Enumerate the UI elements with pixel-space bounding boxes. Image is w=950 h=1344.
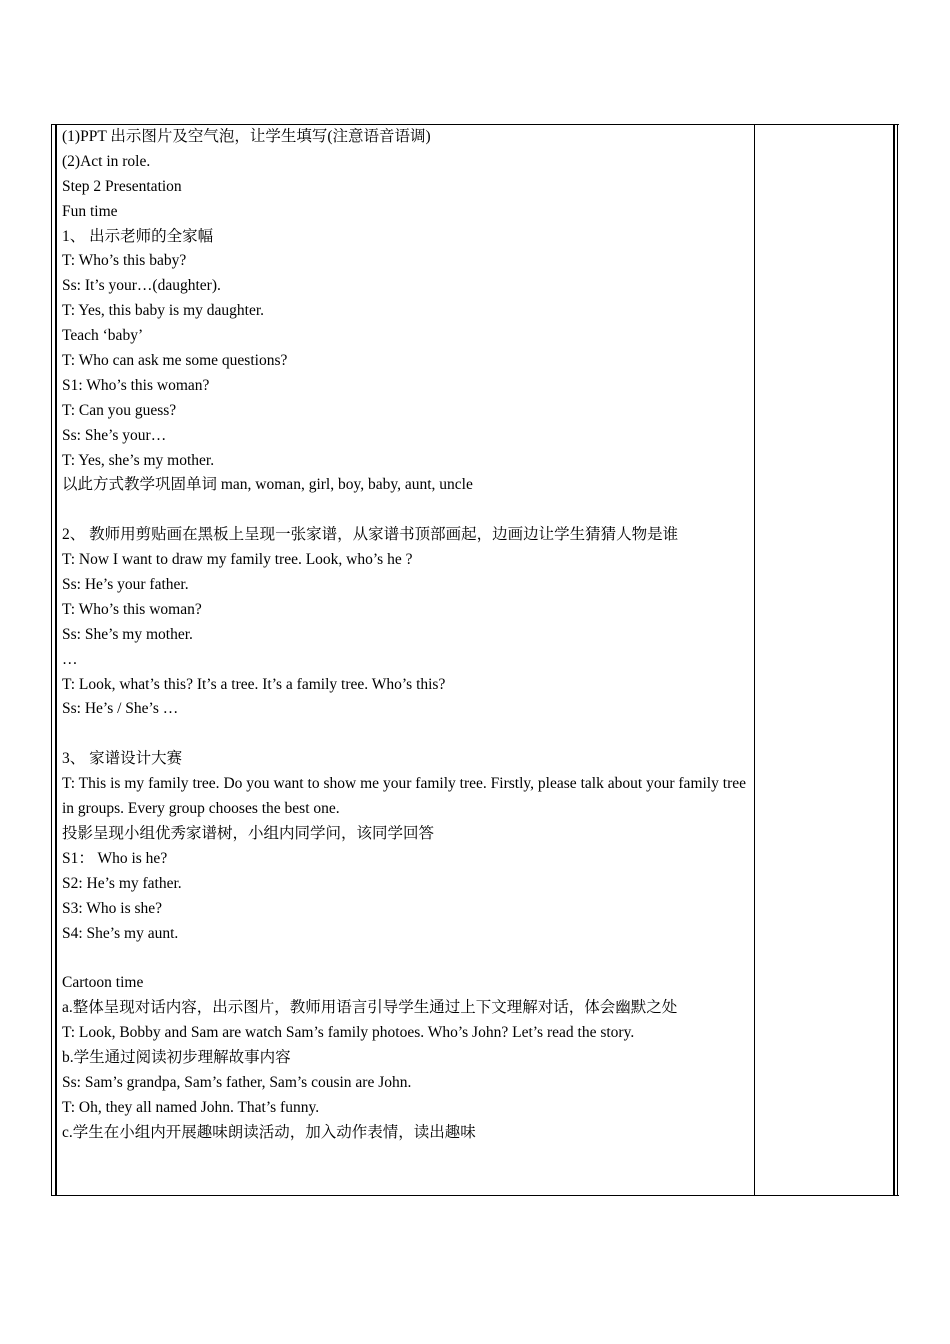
lesson-line: Ss: It’s your…(daughter).: [62, 277, 221, 295]
lesson-line: T: Who can ask me some questions?: [62, 352, 288, 370]
lesson-line: 1、 出示老师的全家幅: [62, 227, 214, 245]
notes-cell: [755, 125, 893, 1195]
blank-line: [62, 722, 746, 747]
lesson-line: S2: He’s my father.: [62, 874, 182, 892]
lesson-line: T: Can you guess?: [62, 401, 177, 419]
lesson-line: Teach ‘baby’: [62, 327, 144, 345]
lesson-line: T: Look, what’s this? It’s a tree. It’s a family tree. Who’s this?: [62, 675, 446, 693]
table-border-left-outer: [51, 124, 52, 1196]
lesson-line: 3、 家谱设计大赛: [62, 750, 183, 768]
lesson-line: b.学生通过阅读初步理解故事内容: [62, 1048, 291, 1066]
table-border-right-outer: [897, 124, 898, 1196]
lesson-line: (2)Act in role.: [62, 152, 151, 170]
blank-line: [62, 498, 746, 523]
lesson-procedure-cell: [62, 125, 746, 1146]
lesson-line: T: Yes, this baby is my daughter.: [62, 302, 265, 320]
lesson-line: (1)PPT 出示图片及空气泡，让学生填写(注意语音语调): [62, 128, 431, 145]
blank-line: [62, 946, 746, 971]
lesson-line: T: Who’s this baby?: [62, 252, 187, 270]
lesson-line: Ss: He’s your father.: [62, 576, 189, 594]
lesson-line: Ss: She’s my mother.: [62, 625, 193, 643]
lesson-line: a.整体呈现对话内容，出示图片，教师用语言引导学生通过上下文理解对话，体会幽默之处: [62, 999, 678, 1017]
table-border-right-inner: [893, 124, 895, 1196]
lesson-line: S1: Who’s this woman?: [62, 376, 210, 394]
lesson-line: c.学生在小组内开展趣味朗读活动，加入动作表情，读出趣味: [62, 1123, 476, 1141]
lesson-line: Ss: He’s / She’s …: [62, 700, 179, 718]
lesson-line: Step 2 Presentation: [62, 177, 182, 195]
table-border-bottom: [51, 1195, 899, 1196]
lesson-line: S4: She’s my aunt.: [62, 924, 179, 942]
lesson-line: T: Oh, they all named John. That’s funny.: [62, 1098, 320, 1116]
lesson-line: Cartoon time: [62, 974, 144, 992]
lesson-line: T: This is my family tree. Do you want to show me your family tree. Firstly, please talk about your family tree in groups. Every group chooses the best one.: [62, 775, 746, 818]
lesson-line: Ss: She’s your…: [62, 426, 167, 444]
lesson-line: 以此方式教学巩固单词 man, woman, girl, boy, baby, aunt, uncle: [62, 476, 473, 494]
lesson-line: T: Now I want to draw my family tree. Look, who’s he ?: [62, 551, 413, 569]
table-border-left-inner: [55, 124, 57, 1196]
lesson-line: T: Who’s this woman?: [62, 600, 202, 618]
lesson-line: T: Yes, she’s my mother.: [62, 451, 215, 469]
lesson-line: 2、 教师用剪贴画在黑板上呈现一张家谱，从家谱书顶部画起，边画边让学生猜猜人物是谁: [62, 526, 679, 544]
lesson-line: T: Look, Bobby and Sam are watch Sam’s family photoes. Who’s John? Let’s read the story.: [62, 1024, 635, 1042]
lesson-line: Fun time: [62, 202, 118, 220]
lesson-line: Ss: Sam’s grandpa, Sam’s father, Sam’s cousin are John.: [62, 1073, 412, 1091]
lesson-line: 投影呈现小组优秀家谱树，小组内同学问，该同学回答: [62, 824, 435, 842]
lesson-line: S3: Who is she?: [62, 899, 163, 917]
lesson-line: …: [62, 650, 78, 668]
lesson-line: S1： Who is he?: [62, 849, 168, 867]
